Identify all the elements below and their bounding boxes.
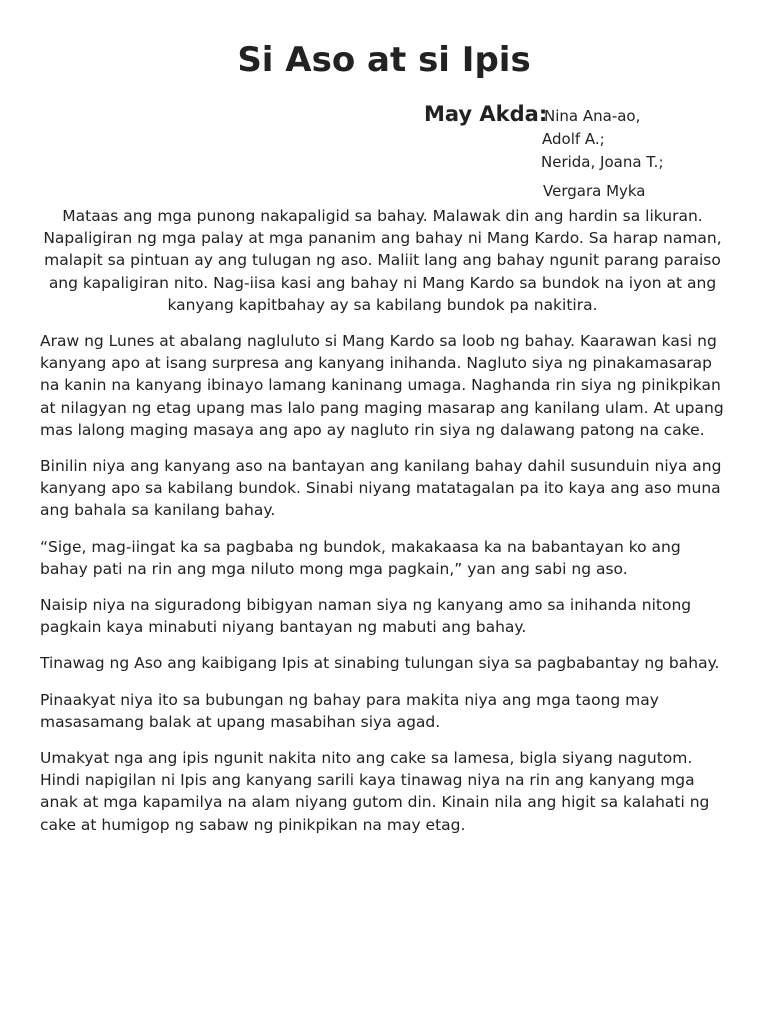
story-paragraph: Binilin niya ang kanyang aso na bantayan ang kanilang bahay dahil susunduin niya ang kanyang apo sa kabilang bundok. Sinabi niyang matatagalan pa ito kaya ang aso muna ang bahala sa kanilang bahay. — [40, 457, 722, 520]
intro-paragraph: Mataas ang mga punong nakapaligid sa bahay. Malawak din ang hardin sa likuran. Napaligiran ng mga palay at mga pananim ang bahay ni Mang Kardo. Sa harap naman, malapit sa pintuan ay ang tulugan ng aso. Maliit lang ang bahay ngunit parang paraiso ang kapaligiran nito. Nag-iisa kasi ang bahay ni Mang Kardo sa bundok na iyon at ang kanyang kapitbahay ay sa kabilang bundok pa nakitira. — [43, 207, 722, 314]
author-name: Vergara Myka — [543, 182, 646, 200]
story-paragraph: Umakyat nga ang ipis ngunit nakita nito ang cake sa lamesa, bigla siyang nagutom. Hindi napigilan ni Ipis ang kanyang sarili kaya tinawag niya na rin ang kanyang mga anak at mga kapamilya na alam niyang gutom din. Kinain nila ang higit sa kalahati ng cake at humigop ng sabaw ng pinikpikan na may etag. — [40, 749, 710, 834]
author-name: Nina Ana-ao, — [544, 107, 641, 125]
story-title: Si Aso at si Ipis — [237, 40, 531, 80]
story-paragraph: Pinaakyat niya ito sa bubungan ng bahay para makita niya ang mga taong may masasamang balak at upang masabihan siya agad. — [40, 690, 659, 731]
author-name: Nerida, Joana T.; — [541, 153, 664, 171]
story-paragraph: Tinawag ng Aso ang kaibigang Ipis at sinabing tulungan siya sa pagbabantay ng bahay. — [40, 654, 720, 673]
author-name: Adolf A.; — [542, 130, 605, 148]
story-paragraph: “Sige, mag-iingat ka sa pagbaba ng bundok, makakaasa ka na babantayan ko ang bahay pati na rin ang mga niluto mong mga pagkain,” yan ang sabi ng aso. — [40, 537, 681, 578]
story-body — [40, 330, 732, 850]
story-paragraph: Naisip niya na siguradong bibigyan naman siya ng kanyang amo sa inihanda nitong pagkain kaya minabuti niyang bantayan ng mabuti ang bahay. — [40, 596, 692, 637]
author-label: May Akda: — [424, 102, 548, 126]
story-paragraph: Araw ng Lunes at abalang nagluluto si Mang Kardo sa loob ng bahay. Kaarawan kasi ng kanyang apo at isang surpresa ang kanyang inihanda. Nagluto siya ng pinakamasarap na kanin na kanyang ibinayo lamang kaninang umaga. Naghanda rin siya ng pinikpikan at nilagyan ng etag upang mas lalo pang maging masarap ang kanilang ulam. At upang mas lalong maging masaya ang apo ay nagluto rin siya ng dalawang patong na cake. — [40, 332, 724, 439]
